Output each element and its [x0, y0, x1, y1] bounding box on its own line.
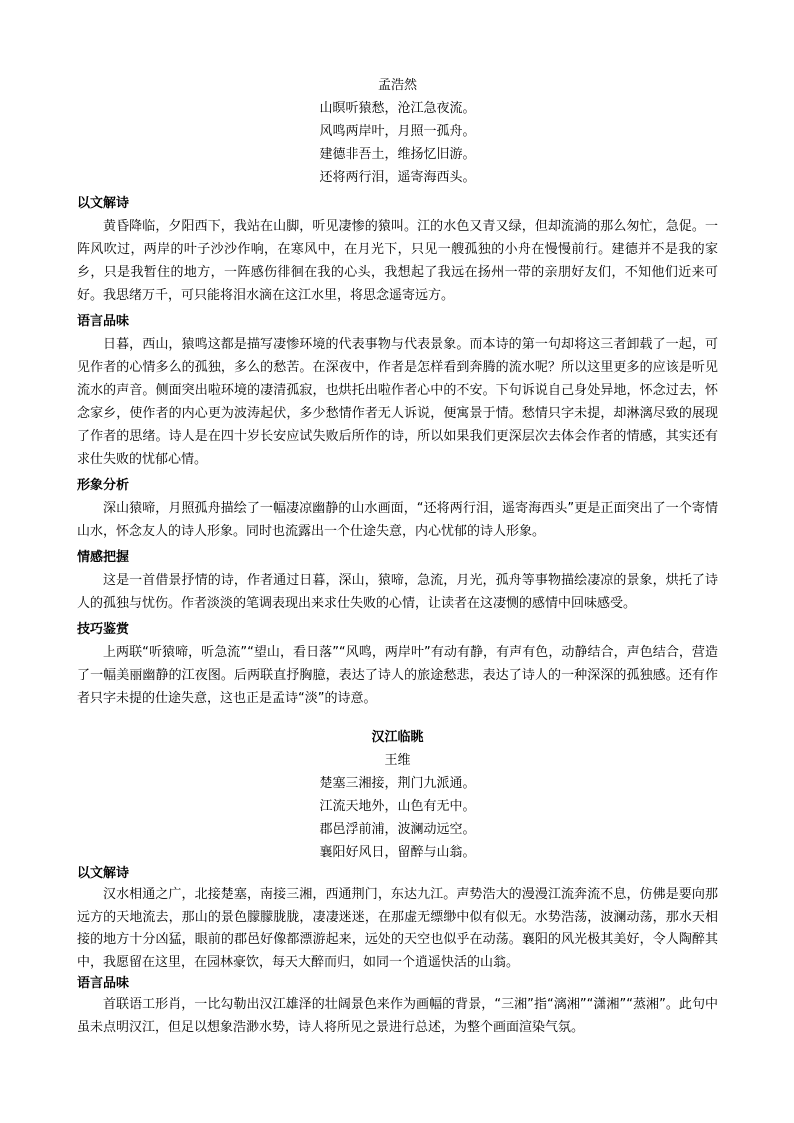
analysis-section-translation [77, 193, 718, 307]
poem-1-line: 山暝听猿愁，沧江急夜流。 [319, 101, 476, 116]
poem-1-line: 风鸣两岸叶，月照一孤舟。 [319, 124, 476, 139]
poem-2-title: 汉江临眺 [371, 730, 424, 745]
analysis-section-language [77, 311, 718, 471]
poem-2-line: 郡邑浮前浦，波澜动远空。 [319, 822, 476, 837]
section-paragraph: 上两联“听猿啼，听急流”“望山，看日落”“风鸣，两岸叶”有动有静，有声有色，动静结合，声色结合，营造了一幅美丽幽静的江夜图。后两联直抒胸臆，表达了诗人的旅途愁悲，表达了诗人的一种深深的孤独感。还有作者只字未提的仕途失意，这也正是孟诗“淡”的诗意。 [77, 645, 718, 706]
section-paragraph: 首联语工形肖，一比勾勒出汉江雄泽的壮阔景色来作为画幅的背景，“三湘”指“漓湘”“潇湘”“蒸湘”。此句中虽未点明汉江，但足以想象浩渺水势，诗人将所见之景进行总述，为整个画面渲染气氛。 [77, 997, 718, 1035]
poem-1 [77, 74, 718, 189]
section-heading: 技巧鉴赏 [77, 622, 130, 637]
section-heading: 形象分析 [77, 478, 130, 493]
poem-1-line: 建德非吾土，维扬忆旧游。 [319, 147, 476, 162]
analysis-section-translation-2 [77, 864, 718, 974]
analysis-section-emotion [77, 547, 718, 615]
section-heading: 以文解诗 [77, 196, 130, 211]
section-paragraph: 汉水相通之广，北接楚塞，南接三湘，西通荆门，东达九江。声势浩大的漫漫江流奔流不息，仿佛是要向那远方的天地流去，那山的景色朦朦胧胧，凄凄迷迷，在那虚无缥缈中似有似无。水势浩荡，波澜动荡，那水天相接的地方十分凶猛，眼前的郡邑好像都漂游起来，远处的天空也似乎在动荡。襄阳的风光极其美好，令人陶醉其中，我愿留在这里，在园林豪饮，每天大醉而归，如同一个逍遥快活的山翁。 [77, 887, 718, 970]
section-heading: 以文解诗 [77, 866, 130, 881]
section-paragraph: 深山猿啼，月照孤舟描绘了一幅凄凉幽静的山水画面，“还将两行泪，遥寄海西头”更是正面突出了一个寄情山水，怀念友人的诗人形象。同时也流露出一个仕途失意，内心忧郁的诗人形象。 [77, 501, 718, 539]
poem-2-line: 襄阳好风日，留醉与山翁。 [319, 845, 476, 860]
poem-2-author: 王维 [384, 753, 411, 768]
analysis-section-image [77, 475, 718, 543]
analysis-section-technique [77, 619, 718, 710]
poem-1-line: 还将两行泪，遥寄海西头。 [319, 170, 476, 185]
section-heading: 语言品味 [77, 314, 130, 329]
section-heading: 语言品味 [77, 976, 130, 991]
document-page [77, 74, 718, 1039]
section-paragraph: 黄昏降临，夕阳西下，我站在山脚，听见凄惨的猿叫。江的水色又青又绿，但却流淌的那么匆忙，急促。一阵风吹过，两岸的叶子沙沙作响，在寒风中，在月光下，只见一艘孤独的小舟在慢慢前行。建德并不是我的家乡，只是我暂住的地方，一阵感伤徘徊在我的心头，我想起了我远在扬州一带的亲朋好友们，不知他们近来可好。我思绪万千，可只能将泪水滴在这江水里，将思念遥寄远方。 [77, 219, 718, 303]
poem-2-line: 楚塞三湘接，荆门九派通。 [319, 776, 476, 791]
section-paragraph: 这是一首借景抒情的诗，作者通过日暮，深山，猿啼，急流，月光，孤舟等事物描绘凄凉的景象，烘托了诗人的孤独与忧伤。作者淡淡的笔调表现出来求仕失败的心情，让读者在这凄恻的感情中回味感受。 [77, 573, 718, 611]
poem-2 [77, 726, 718, 864]
poem-1-author: 孟浩然 [377, 78, 417, 93]
section-heading: 情感把握 [77, 550, 130, 565]
poem-2-line: 江流天地外，山色有无中。 [319, 799, 476, 814]
analysis-section-language-2 [77, 974, 718, 1039]
section-paragraph: 日暮，西山，猿鸣这都是描写凄惨环境的代表事物与代表景象。而本诗的第一句却将这三者卸载了一起，可见作者的心情多么的孤独，多么的愁苦。在深夜中，作者是怎样看到奔腾的流水呢？所以这里更多的应该是听见流水的声音。侧面突出啦环境的凄清孤寂，也烘托出啦作者心中的不安。下句诉说自己身处异地，怀念过去，怀念家乡，使作者的内心更为波涛起伏，多少愁情作者无人诉说，便寓景于情。愁情只字未提，却淋漓尽致的展现了作者的思绪。诗人是在四十岁长安应试失败后所作的诗，所以如果我们更深层次去体会作者的情感，其实还有求仕失败的忧郁心情。 [77, 337, 718, 467]
